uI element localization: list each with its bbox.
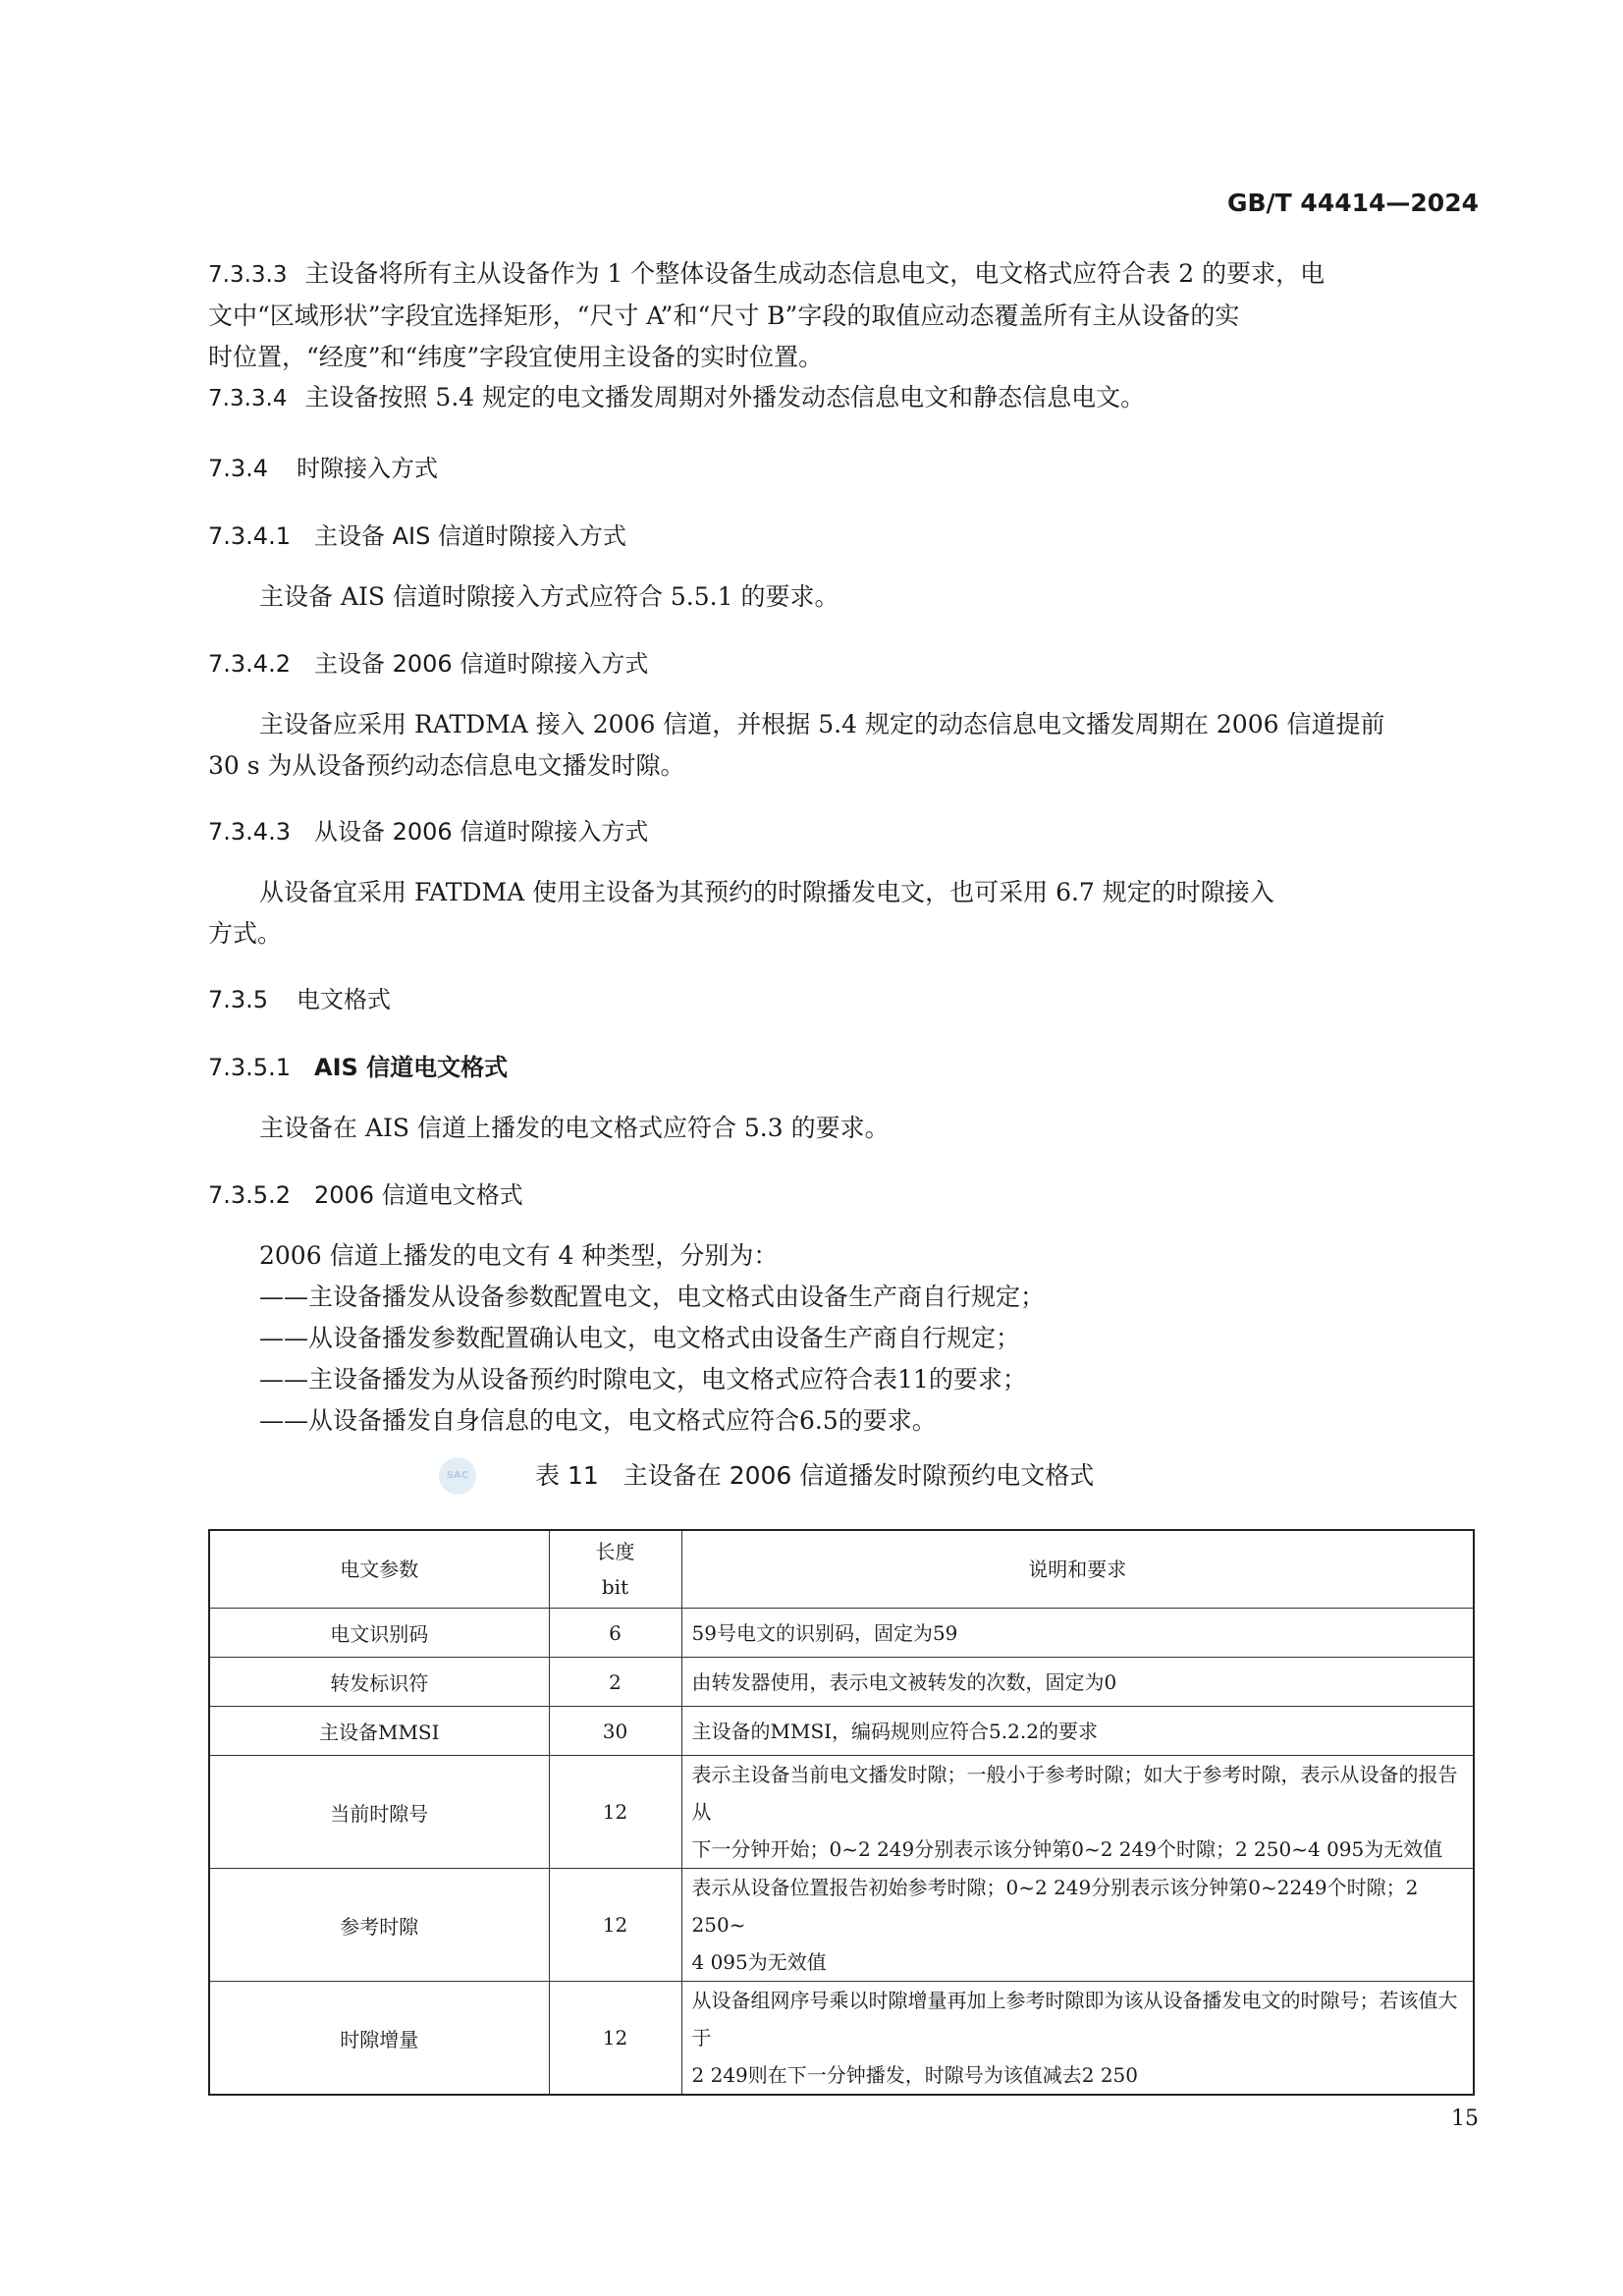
heading-title: 主设备 2006 信道时隙接入方式 [314, 650, 649, 678]
cell-desc-line: 表示从设备位置报告初始参考时隙；0~2 249分别表示该分钟第0~2249个时隙；2 250~ [691, 1876, 1419, 1937]
clause-text: 主设备按照 5.4 规定的电文播发周期对外播发动态信息电文和静态信息电文。 [304, 383, 1146, 411]
body-line: 主设备应采用 RATDMA 接入 2006 信道，并根据 5.4 规定的动态信息电文播发周期在 2006 信道提前 [259, 710, 1385, 738]
table-row [209, 1982, 1474, 2096]
heading-number: 7.3.4 [208, 455, 269, 482]
cell-desc-line: 2 249则在下一分钟播发，时隙号为该值减去2 250 [691, 2063, 1139, 2087]
cell-desc: 主设备的MMSI，编码规则应符合5.2.2的要求 [681, 1707, 1474, 1756]
cell-desc [681, 1869, 1474, 1982]
standard-number: GB/T 44414—2024 [1226, 189, 1479, 217]
heading-7-3-4-3 [208, 812, 648, 847]
clause-7-3-3-4 [208, 377, 1475, 419]
cell-param: 转发标识符 [209, 1658, 549, 1707]
heading-7-3-5 [208, 980, 391, 1014]
heading-title: 主设备 AIS 信道时隙接入方式 [314, 522, 626, 550]
header-length-label: 长度 [595, 1540, 635, 1563]
table-caption: 表 11 主设备在 2006 信道播发时隙预约电文格式 [535, 1461, 1095, 1490]
cell-param: 电文识别码 [209, 1609, 549, 1658]
heading-title: 2006 信道电文格式 [314, 1181, 523, 1209]
cell-length: 6 [549, 1609, 681, 1658]
table-row [209, 1869, 1474, 1982]
heading-number: 7.3.5.2 [208, 1181, 291, 1209]
heading-7-3-4-2 [208, 644, 648, 679]
header-desc: 说明和要求 [681, 1530, 1474, 1609]
cell-param: 主设备MMSI [209, 1707, 549, 1756]
body-7-3-4-3 [208, 872, 1475, 955]
cell-desc-line: 表示主设备当前电文播发时隙；一般小于参考时隙；如大于参考时隙，表示从设备的报告从 [691, 1763, 1458, 1824]
cell-param: 当前时隙号 [209, 1756, 549, 1869]
sac-watermark-logo: SAC [439, 1457, 476, 1495]
heading-number: 7.3.4.3 [208, 818, 291, 846]
cell-desc-line: 4 095为无效值 [691, 1950, 827, 1974]
cell-length: 12 [549, 1756, 681, 1869]
heading-7-3-4-1 [208, 517, 626, 551]
clause-7-3-3-3 [208, 253, 1475, 378]
clause-number: 7.3.3.3 [208, 262, 288, 288]
table-row [209, 1756, 1474, 1869]
cell-desc: 59号电文的识别码，固定为59 [681, 1609, 1474, 1658]
clause-text-line: 主设备将所有主从设备作为 1 个整体设备生成动态信息电文，电文格式应符合表 2 的要求，电 [304, 259, 1325, 288]
heading-number: 7.3.4.2 [208, 650, 291, 678]
heading-number: 7.3.4.1 [208, 522, 291, 550]
cell-length: 12 [549, 1869, 681, 1982]
body-line: 方式。 [208, 919, 283, 948]
header-param: 电文参数 [209, 1530, 549, 1609]
body-7-3-4-1: 主设备 AIS 信道时隙接入方式应符合 5.5.1 的要求。 [259, 582, 839, 611]
heading-number: 7.3.5.1 [208, 1054, 291, 1081]
cell-desc-line: 下一分钟开始；0~2 249分别表示该分钟第0~2 249个时隙；2 250~4 095为无效值 [691, 1837, 1443, 1861]
page-number: 15 [1451, 2106, 1479, 2131]
header-length-unit: bit [601, 1575, 629, 1599]
heading-7-3-5-1 [208, 1048, 508, 1082]
body-line: 30 s 为从设备预约动态信息电文播发时隙。 [208, 751, 685, 780]
cell-desc [681, 1982, 1474, 2096]
body-line: 从设备宜采用 FATDMA 使用主设备为其预约的时隙播发电文，也可采用 6.7 规定的时隙接入 [259, 878, 1274, 906]
body-7-3-5-1: 主设备在 AIS 信道上播发的电文格式应符合 5.3 的要求。 [259, 1114, 890, 1142]
cell-desc-line: 从设备组网序号乘以时隙增量再加上参考时隙即为该从设备播发电文的时隙号；若该值大于 [691, 1989, 1458, 2050]
list-item: ——从设备播发参数配置确认电文，电文格式由设备生产商自行规定； [259, 1324, 1021, 1352]
clause-text-line: 时位置，“经度”和“纬度”字段宜使用主设备的实时位置。 [208, 343, 824, 371]
cell-param: 时隙增量 [209, 1982, 549, 2096]
heading-title: 时隙接入方式 [297, 455, 438, 482]
clause-text-line: 文中“区域形状”字段宜选择矩形，“尺寸 A”和“尺寸 B”字段的取值应动态覆盖所有主从设备的实 [208, 301, 1240, 330]
heading-7-3-4 [208, 449, 438, 483]
cell-length: 2 [549, 1658, 681, 1707]
heading-number: 7.3.5 [208, 986, 269, 1013]
list-item: ——从设备播发自身信息的电文，电文格式应符合6.5的要求。 [259, 1406, 937, 1435]
header-length [549, 1530, 681, 1609]
cell-desc: 由转发器使用，表示电文被转发的次数，固定为0 [681, 1658, 1474, 1707]
cell-desc [681, 1756, 1474, 1869]
heading-title: AIS 信道电文格式 [314, 1054, 509, 1081]
list-item: ——主设备播发为从设备预约时隙电文，电文格式应符合表11的要求； [259, 1365, 1027, 1394]
body-7-3-4-2 [208, 704, 1475, 787]
table-row [209, 1707, 1474, 1756]
table-header-row [209, 1530, 1474, 1609]
body-7-3-5-2-intro: 2006 信道上播发的电文有 4 种类型，分别为： [259, 1241, 779, 1270]
heading-7-3-5-2 [208, 1175, 523, 1210]
heading-title: 电文格式 [297, 986, 391, 1013]
table-row [209, 1658, 1474, 1707]
list-item: ——主设备播发从设备参数配置电文，电文格式由设备生产商自行规定； [259, 1283, 1046, 1311]
clause-number: 7.3.3.4 [208, 386, 288, 411]
cell-length: 12 [549, 1982, 681, 2096]
cell-length: 30 [549, 1707, 681, 1756]
message-format-table [208, 1529, 1475, 2096]
cell-param: 参考时隙 [209, 1869, 549, 1982]
table-row [209, 1609, 1474, 1658]
heading-title: 从设备 2006 信道时隙接入方式 [314, 818, 649, 846]
